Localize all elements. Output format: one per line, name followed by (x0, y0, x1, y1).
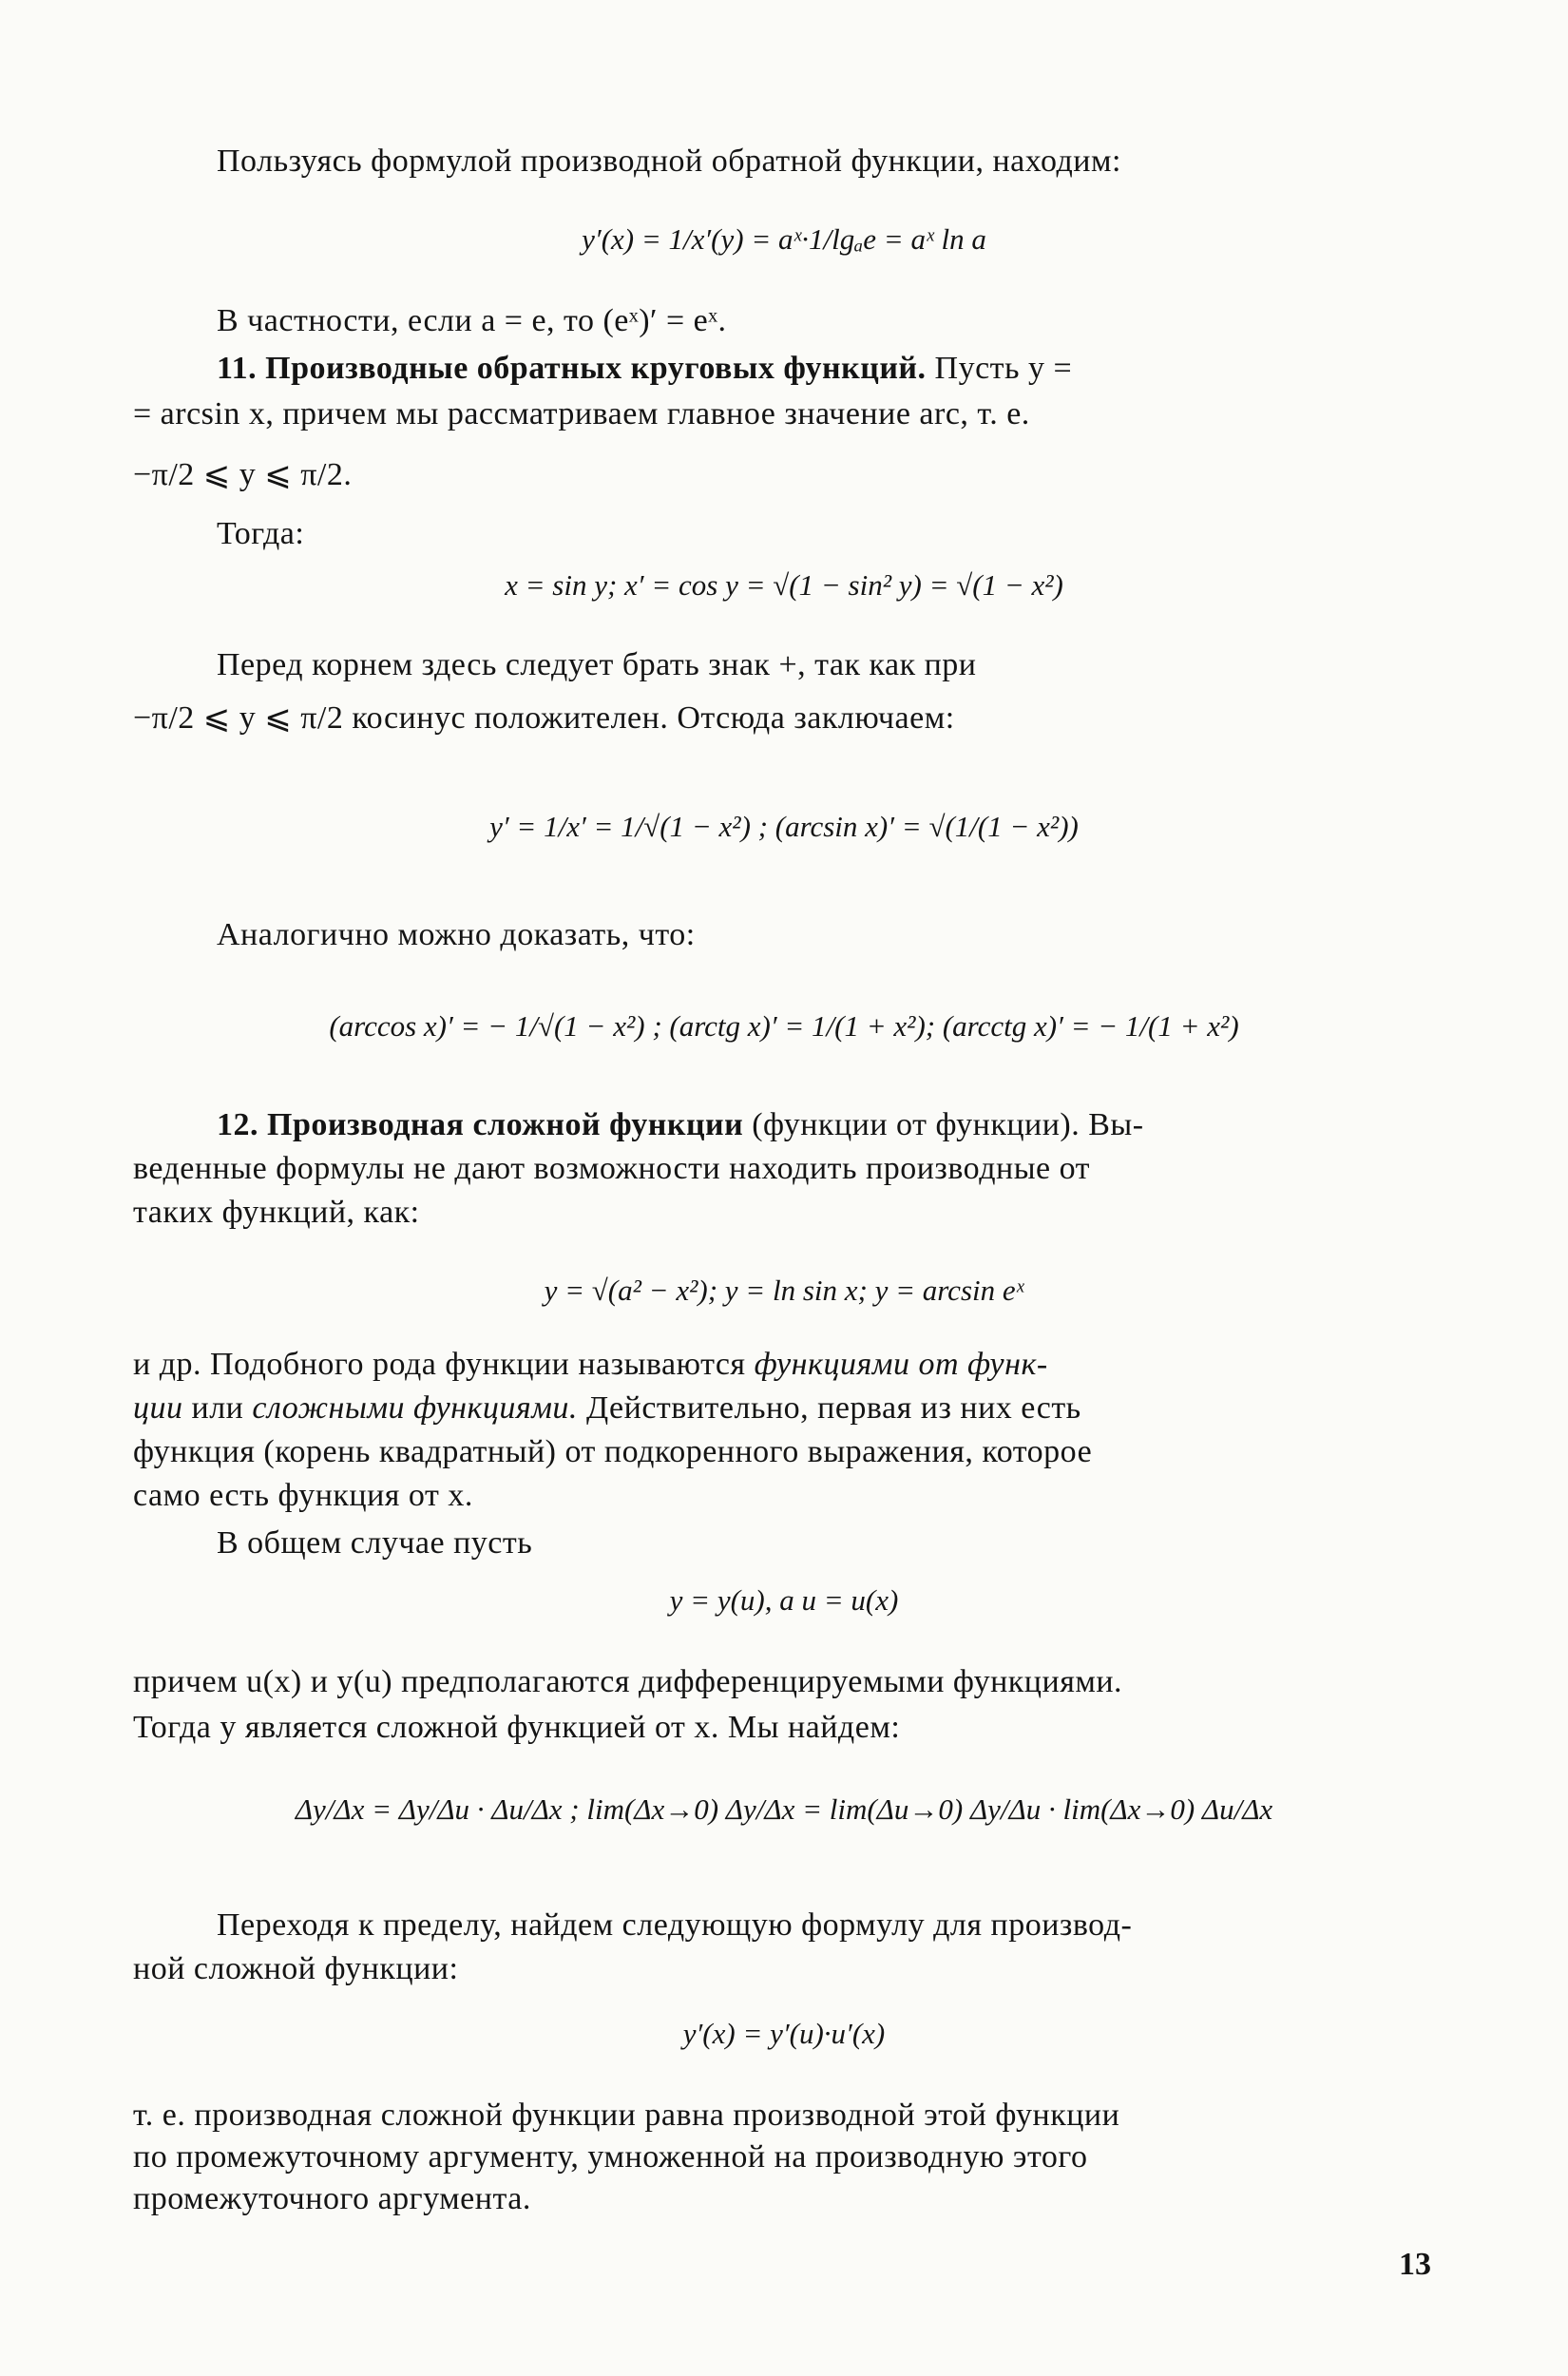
formula-inverse-derivative: y′(x) = 1/x′(y) = aˣ·1/lgₐe = aˣ ln a (582, 222, 986, 256)
section-11-heading: 11. Производные обратных круговых функций. (217, 351, 927, 386)
word-or: или (191, 1390, 244, 1426)
paragraph-4-line-1: Переходя к пределу, найдем следующую формулу для производ- (217, 1907, 1133, 1943)
formula-sin-cos: x = sin y; x′ = cos y = √(1 − sin² y) = √(1 − x²) (505, 568, 1063, 602)
paragraph-5-line-3: промежуточного аргумента. (133, 2181, 531, 2216)
paragraph-2-line-1-a: и др. Подобного рода функции называются (133, 1347, 746, 1382)
term-composite-functions: сложными функциями. (252, 1390, 578, 1426)
page-number: 13 (1399, 2247, 1431, 2282)
section-11-heading-line (217, 350, 1072, 388)
section-12-line-3: таких функций, как: (133, 1195, 420, 1230)
paragraph-2-line-2-rest: Действительно, первая из них есть (585, 1390, 1081, 1426)
intro-text: Пользуясь формулой производной обратной функции, находим: (217, 144, 1121, 179)
similarly-text: Аналогично можно доказать, что: (217, 917, 696, 952)
general-case-text: В общем случае пусть (217, 1525, 533, 1561)
term-functions-of-functions: функциями от функ- (754, 1347, 1048, 1382)
section-12-heading-line (217, 1106, 1144, 1144)
formula-general-case: y = y(u), а u = u(x) (669, 1583, 899, 1617)
paragraph-3-line-2: Тогда y является сложной функцией от x. Мы найдем: (133, 1710, 901, 1745)
section-11-heading-rest: Пусть y = (934, 351, 1073, 386)
formula-arcsin-derivative: y′ = 1/x′ = 1/√(1 − x²) ; (arcsin x)′ = √(1/(1 − x²)) (489, 810, 1079, 843)
sign-explanation-line-1: Перед корнем здесь следует брать знак +, так как при (217, 647, 977, 682)
paragraph-4-line-2: ной сложной функции: (133, 1951, 459, 1986)
paragraph-2-line-1 (133, 1346, 1048, 1384)
term-fragment: ции (133, 1390, 183, 1426)
paragraph-5-line-2: по промежуточному аргументу, умноженной на производную этого (133, 2139, 1088, 2175)
section-12-heading-rest: (функции от функции). Вы- (752, 1107, 1144, 1142)
formula-arccos-arctg-arcctg: (arccos x)′ = − 1/√(1 − x²) ; (arctg x)′ = 1/(1 + x²); (arcctg x)′ = − 1/(1 + x²) (329, 1009, 1239, 1043)
formula-limits: Δy/Δx = Δy/Δu · Δu/Δx ; lim(Δx→0) Δy/Δx = lim(Δu→0) Δy/Δu · lim(Δx→0) Δu/Δx (295, 1792, 1273, 1826)
section-12-line-2: веденные формулы не дают возможности находить производные от (133, 1151, 1091, 1186)
formula-composite-examples: y = √(a² − x²); y = ln sin x; y = arcsin eˣ (544, 1274, 1024, 1307)
sign-explanation-line-2: −π/2 ⩽ y ⩽ π/2 косинус положителен. Отсюда заключаем: (133, 700, 955, 736)
section-12-heading: 12. Производная сложной функции (217, 1107, 744, 1142)
formula-chain-rule: y′(x) = y′(u)·u′(x) (682, 2017, 886, 2050)
paragraph-3-line-1: причем u(x) и y(u) предполагаются дифференцируемыми функциями. (133, 1664, 1123, 1699)
paragraph-5-line-1: т. е. производная сложной функции равна производной этой функции (133, 2098, 1120, 2133)
then-label: Тогда: (217, 516, 305, 551)
special-case-text: В частности, если a = e, то (eˣ)′ = eˣ. (217, 303, 727, 338)
arcsin-definition-text: = arcsin x, причем мы рассматриваем главное значение arc, т. е. (133, 396, 1030, 431)
paragraph-2-line-4: само есть функция от x. (133, 1478, 473, 1513)
paragraph-2-line-3: функция (корень квадратный) от подкоренного выражения, которое (133, 1434, 1093, 1469)
paragraph-2-line-2 (133, 1389, 1081, 1428)
principal-value-range: −π/2 ⩽ y ⩽ π/2. (133, 457, 353, 492)
